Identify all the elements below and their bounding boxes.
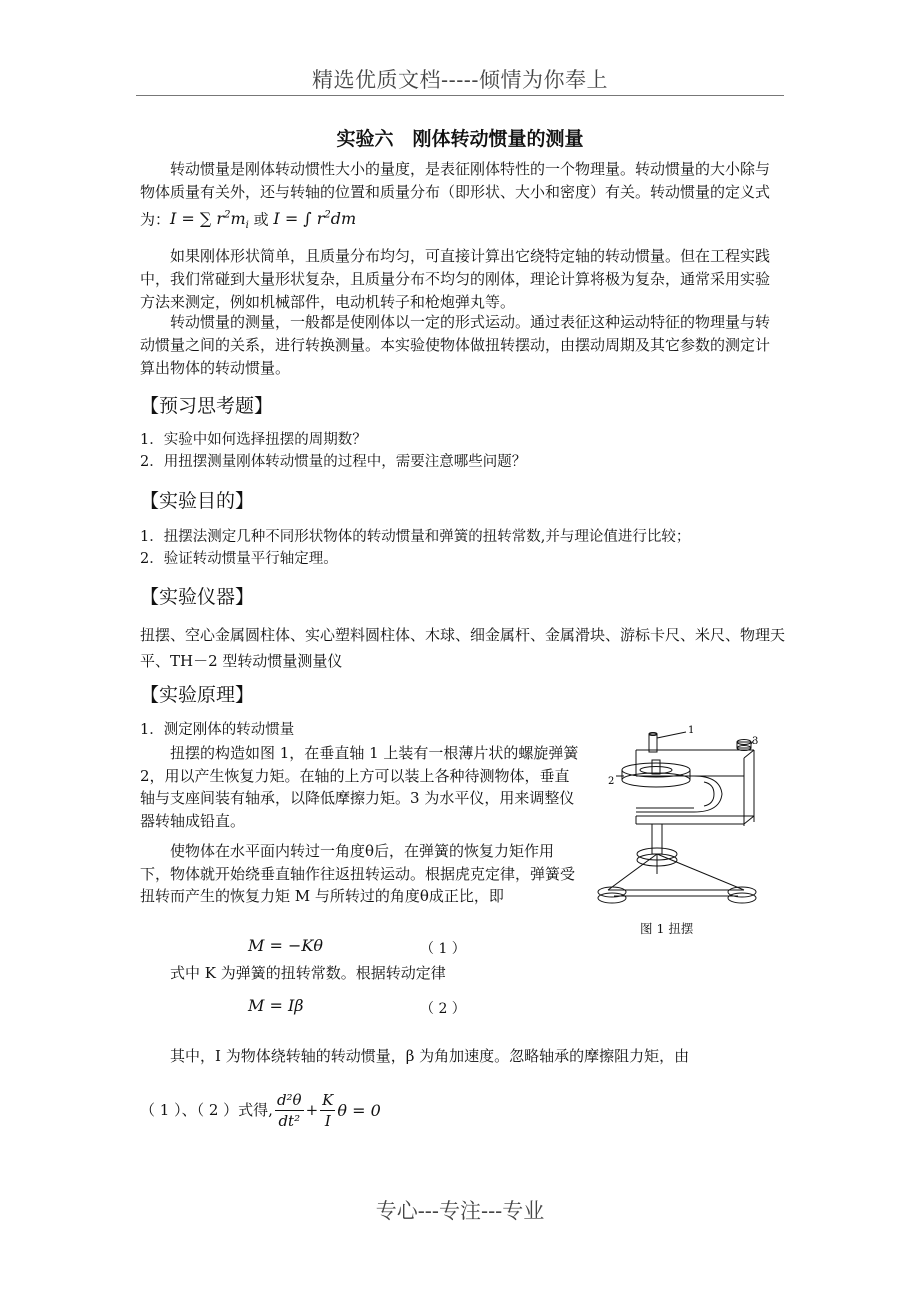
tripod-foot-right: [728, 887, 756, 897]
spring-disk-bottom: [622, 773, 690, 787]
section-heading-principle: 【实验原理】: [140, 684, 255, 706]
principle-subheading: 1．测定刚体的转动惯量: [140, 722, 295, 738]
list-item: 2．验证转动惯量平行轴定理。: [140, 551, 338, 567]
list-item: 2．用扭摆测量刚体转动惯量的过程中，需要注意哪些问题？: [140, 454, 527, 470]
support-column: [652, 824, 662, 854]
tripod-foot-left: [598, 887, 626, 897]
purpose-list: [140, 526, 780, 570]
figure-label-1: 1: [688, 725, 695, 736]
vertical-axis-1: [649, 734, 657, 752]
page-header: 精选优质文档-----倾情为你奉上: [312, 68, 608, 92]
list-item: 1．扭摆法测定几种不同形状物体的转动惯量和弹簧的扭转常数,并与理论值进行比较；: [140, 529, 691, 545]
figure-label-3: 3: [752, 736, 759, 747]
header-divider: [136, 95, 784, 96]
preview-list: [140, 429, 780, 473]
equation-2-number: （ 2 ）: [420, 1001, 466, 1017]
figure-label-2: 2: [608, 776, 615, 787]
principle-paragraph-1: 扭摆的构造如图 1，在垂直轴 1 上装有一根薄片状的螺旋弹簧 2，用以产生恢复力矩。在轴的上方可以装上各种待测物体，垂直轴与支座间装有轴承，以降低摩擦力矩。3 为水平仪，用来调整仪器转轴成铅直。: [140, 744, 579, 830]
equation-3-fraction-1: $\frac{\text{d²θ}}{\text{dt²}}$: [276, 1091, 302, 1130]
torsion-pendulum-diagram: [594, 724, 764, 924]
intro-paragraph-2: 如果刚体形状简单，且质量分布均匀，可直接计算出它绕特定轴的转动惯量。但在工程实践中，我们常碰到大量形状复杂，且质量分布不均匀的刚体，理论计算将极为复杂，通常采用实验方法来测定，例如机械部件，电动机转子和枪炮弹丸等。: [140, 247, 771, 311]
intro-paragraph-1: 转动惯量是刚体转动惯性大小的量度，是表征刚体特性的一个物理量。转动惯量的大小除与物体质量有关外，还与转轴的位置和质量分布（即形状、大小和密度）有关。转动惯量的定义式为：I = ∑ $r^2m_i$ 或 I = ∫ $r^2dm$: [140, 160, 771, 232]
equation-2: M = Iβ: [248, 996, 304, 1015]
torsion-pendulum-figure: [594, 724, 764, 924]
definition-formula-sum: I = ∑ $r^2m_i$: [170, 209, 249, 232]
section-heading-purpose: 【实验目的】: [140, 490, 255, 512]
definition-formula-integral: I = ∫ $r^2dm$: [273, 209, 357, 229]
page-footer: 专心---专注---专业: [375, 1199, 545, 1223]
section-heading-preview: 【预习思考题】: [140, 395, 274, 417]
equation-1: M = −Kθ: [248, 936, 323, 955]
figure-caption: 图 1 扭摆: [640, 921, 694, 936]
equation-3-fraction-2: $\frac{K}{I}$: [322, 1091, 334, 1130]
frame-curve: [694, 776, 722, 812]
intro-paragraph-3: 转动惯量的测量，一般都是使刚体以一定的形式运动。通过表征这种运动特征的物理量与转动惯量之间的关系，进行转换测量。本实验使物体做扭转摆动，由摆动周期及其它参数的测定计算出物体的转动惯量。: [140, 313, 771, 377]
tripod-leg-right: [657, 854, 744, 890]
principle-paragraph-2: 使物体在水平面内转过一角度θ后，在弹簧的恢复力矩作用下，物体就开始绕垂直轴作往返扭转运动。根据虎克定律，弹簧受扭转而产生的恢复力矩 M 与所转过的角度θ成正比，即: [140, 842, 576, 905]
principle-paragraph-4: 其中，I 为物体绕转轴的转动惯量，β 为角加速度。忽略轴承的摩擦阻力矩，由: [170, 1047, 690, 1065]
equation-1-number: （ 1 ）: [420, 941, 466, 957]
instruments-text: 扭摆、空心金属圆柱体、实心塑料圆柱体、木球、细金属杆、金属滑块、游标卡尺、米尺、物理天平、TH－2 型转动惯量测量仪: [140, 626, 786, 670]
section-heading-instruments: 【实验仪器】: [140, 586, 255, 608]
principle-paragraph-3: 式中 K 为弹簧的扭转常数。根据转动定律: [170, 964, 446, 982]
list-item: 1．实验中如何选择扭摆的周期数？: [140, 432, 367, 448]
equation-3-line: （ 1 ）、（ 2 ）式得, $\frac{\text{d²θ}}{\text{dt²}}$ + $\frac{K}{I}$ θ = 0: [140, 1091, 381, 1130]
definition-or: 或: [253, 210, 269, 229]
document-title: 实验六 刚体转动惯量的测量: [336, 128, 584, 150]
